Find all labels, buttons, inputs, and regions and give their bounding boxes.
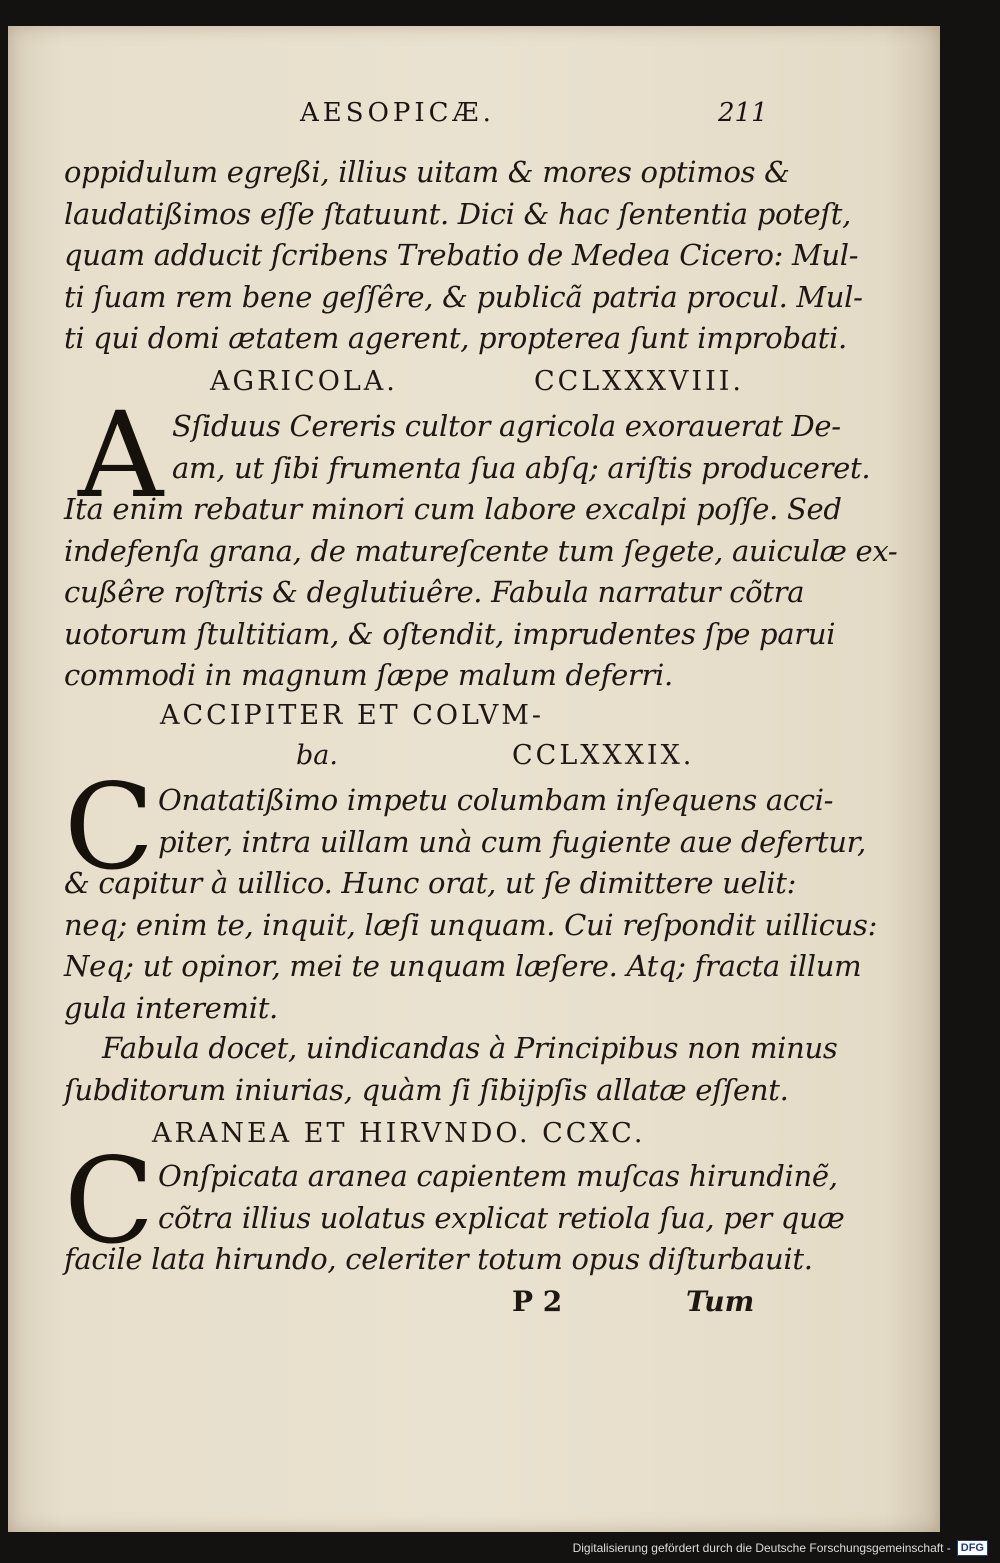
drop-cap-c: C: [64, 758, 155, 896]
text-line: Onatatißimo impetu columbam inſequens acci-: [158, 783, 834, 817]
text-line: indefenſa grana, de matureſcente tum ſegete, auiculæ ex-: [64, 533, 898, 568]
fable-288-heading: [64, 362, 764, 402]
intro-paragraph: [64, 152, 863, 360]
text-line: gula interemit.: [64, 990, 278, 1025]
text-line: quam adducit ſcribens Trebatio de Medea Cicero: Mul-: [64, 238, 859, 272]
text-line: uotorum ſtultitiam, & oſtendit, imprudentes ſpe parui: [64, 616, 836, 651]
text-line: piter, intra uillam unà cum fugiente aue defertur,: [158, 824, 866, 859]
drop-cap-c: C: [64, 1132, 155, 1270]
fable-title-continuation: ba.: [296, 740, 338, 771]
catchword: Tum: [686, 1285, 755, 1318]
text-line: Neq; ut opinor, mei te unquam læſere. Atq; fracta illum: [64, 949, 862, 983]
fable-title: ACCIPITER ET COLVM-: [160, 700, 545, 731]
text-line: Ita enim rebatur minori cum labore excalpi poſſe. Sed: [64, 492, 842, 526]
running-title: AESOPICÆ.: [300, 98, 495, 128]
text-line: Sſiduus Cereris cultor agricola exorauerat De-: [172, 409, 841, 443]
text-line: Onſpicata aranea capientem muſcas hirundinẽ,: [158, 1159, 838, 1193]
text-line: ti qui domi ætatem agerent, propterea ſunt improbati.: [64, 321, 847, 355]
text-line: facile lata hirundo, celeriter totum opus diſturbauit.: [64, 1242, 813, 1276]
text-line: laudatißimos eſſe ſtatuunt. Dici & hac ſententia poteſt,: [64, 196, 852, 231]
fable-289-heading: [64, 696, 764, 776]
digitization-credit: [573, 1539, 988, 1557]
page-number: 211: [718, 98, 768, 128]
text-line: cõtra illius uolatus explicat retiola ſua, per quæ: [158, 1200, 845, 1235]
fable-289-body: [64, 780, 878, 1029]
fable-289-moral: [64, 1028, 838, 1111]
text-line: neq; enim te, inquit, læſi unquam. Cui reſpondit uillicus:: [64, 907, 878, 942]
drop-cap-a: A: [78, 386, 164, 524]
fable-288-body: [64, 406, 898, 697]
page-header: [0, 98, 1000, 138]
text-line: am, ut ſibi frumenta ſua abſq; ariſtis produceret.: [172, 450, 871, 485]
fable-title: AGRICOLA.: [210, 366, 398, 397]
credit-text: Digitalisierung gefördert durch die Deutsche Forschungsgemeinschaft -: [572, 1541, 951, 1555]
text-line: & capitur à uillico. Hunc orat, ut ſe dimittere uelit:: [64, 866, 797, 900]
text-line: cußêre roſtris & deglutiuêre. Fabula narratur cõtra: [64, 575, 805, 609]
signature-mark: P 2: [512, 1285, 563, 1318]
text-line: commodi in magnum ſæpe malum deferri.: [64, 658, 673, 692]
text-line: ſubditorum iniurias, quàm ſi ſibijpſis allatæ eſſent.: [64, 1072, 789, 1107]
fable-number: CCLXXXVIII.: [534, 366, 744, 397]
fable-290-body: [64, 1156, 845, 1281]
fable-number: CCLXXXIX.: [512, 740, 695, 771]
dfg-logo: DFG: [957, 1540, 988, 1556]
fable-290-heading: [64, 1114, 764, 1154]
text-line: oppidulum egreßi, illius uitam & mores optimos &: [64, 155, 790, 189]
fable-title: ARANEA ET HIRVNDO. CCXC.: [152, 1118, 646, 1149]
page-footer: [0, 1285, 1000, 1325]
text-line: ti ſuam rem bene geſſêre, & publicã patria procul. Mul-: [64, 279, 863, 314]
text-line: Fabula docet, uindicandas à Principibus non minus: [102, 1031, 838, 1065]
